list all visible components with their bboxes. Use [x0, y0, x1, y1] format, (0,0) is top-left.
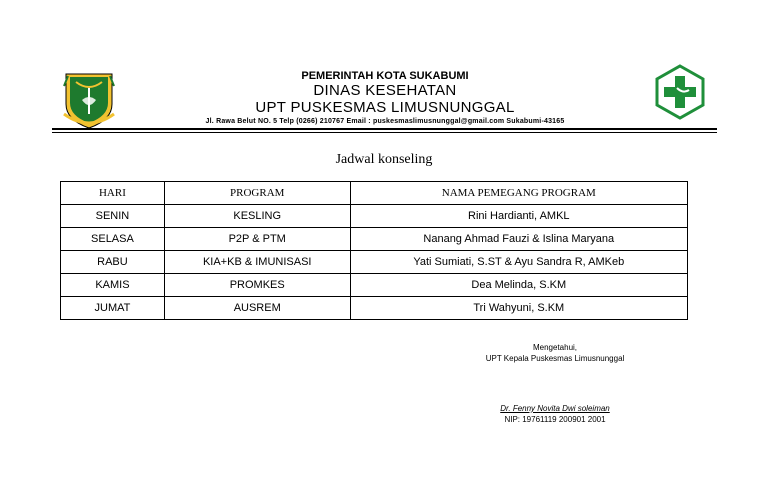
letterhead-divider: [52, 128, 717, 130]
cell-program: KESLING: [164, 205, 350, 228]
document-title: Jadwal konseling: [335, 152, 433, 167]
cell-hari: RABU: [61, 251, 165, 274]
cell-program: KIA+KB & IMUNISASI: [164, 251, 350, 274]
letterhead-unit: UPT PUSKESMAS LIMUSNUNGGAL: [255, 99, 515, 116]
signatory-nip: NIP: 19761119 200901 2001: [504, 415, 606, 424]
letterhead: [150, 70, 620, 126]
acknowledgement-label: Mengetahui,: [532, 343, 578, 352]
schedule-table: [60, 181, 688, 320]
cell-program: AUSREM: [164, 297, 350, 320]
cell-nama: Tri Wahyuni, S.KM: [350, 297, 687, 320]
cell-nama: Rini Hardianti, AMKL: [350, 205, 687, 228]
letterhead-government: PEMERINTAH KOTA SUKABUMI: [301, 70, 469, 82]
cell-hari: JUMAT: [61, 297, 165, 320]
city-emblem-icon: [62, 70, 116, 130]
signatory-name: Dr. Fenny Novita Dwi soleiman: [500, 404, 610, 413]
letterhead-divider-thin: [52, 132, 717, 133]
acknowledgement-position: UPT Kepala Puskesmas Limusnunggal: [485, 354, 625, 363]
cell-hari: SELASA: [61, 228, 165, 251]
cell-nama: Yati Sumiati, S.ST & Ayu Sandra R, AMKeb: [350, 251, 687, 274]
table-row: [61, 297, 688, 320]
column-header-program: PROGRAM: [164, 182, 350, 205]
letterhead-address: Jl. Rawa Belut NO. 5 Telp (0266) 210767 Email : puskesmaslimusnunggal@gmail.com Sukabumi-43165: [205, 118, 565, 125]
column-header-nama: NAMA PEMEGANG PROGRAM: [350, 182, 687, 205]
cell-nama: Nanang Ahmad Fauzi & Islina Maryana: [350, 228, 687, 251]
table-row: [61, 205, 688, 228]
acknowledgement-block: [470, 342, 640, 364]
cell-nama: Dea Melinda, S.KM: [350, 274, 687, 297]
cell-program: PROMKES: [164, 274, 350, 297]
table-row: [61, 228, 688, 251]
table-row: [61, 274, 688, 297]
signature-block: [470, 403, 640, 425]
table-header-row: [61, 182, 688, 205]
table-row: [61, 251, 688, 274]
cell-hari: KAMIS: [61, 274, 165, 297]
cell-hari: SENIN: [61, 205, 165, 228]
letterhead-agency: DINAS KESEHATAN: [313, 82, 457, 99]
puskesmas-logo-icon: [655, 64, 705, 120]
cell-program: P2P & PTM: [164, 228, 350, 251]
column-header-hari: HARI: [61, 182, 165, 205]
